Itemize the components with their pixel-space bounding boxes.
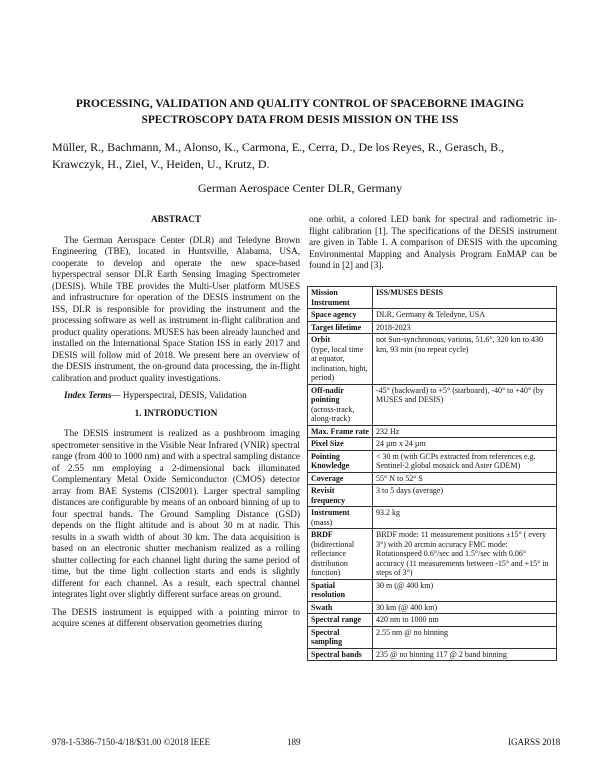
table-row — [308, 334, 557, 385]
table-row-key: Space agency — [308, 309, 373, 322]
table-row-value: DLR, Germany & Teledyne, USA — [373, 309, 557, 322]
table-row — [308, 425, 557, 438]
introduction-heading: 1. INTRODUCTION — [134, 407, 218, 418]
table-row-value: < 30 m (with GCPs extracted from references e.g. Sentinel-2 global mosaick and Aster GDEM) — [373, 450, 557, 472]
table-row-key: Max. Frame rate — [308, 425, 373, 438]
index-terms — [52, 390, 300, 402]
table-header-value: ISS/MUSES DESIS — [373, 287, 557, 309]
table-row-key: Instrument (mass) — [308, 507, 373, 529]
table-row-key: Target lifetime — [308, 321, 373, 334]
specification-table — [307, 286, 557, 661]
table-row-value: 24 µm x 24 µm — [373, 438, 557, 451]
table-row-value: not Sun-synchronous, various, 51.6°, 320 km to 430 km, 93 min (no repeat cycle) — [373, 334, 557, 385]
table-header-row — [308, 287, 557, 309]
table-row-value: 2018-2023 — [373, 321, 557, 334]
table-row-subtext: (mass) — [311, 517, 333, 527]
table-row-key: Spatial resolution — [308, 579, 373, 601]
table-row-value: 30 m (@ 400 km) — [373, 579, 557, 601]
intro-paragraph-3: one orbit, a colored LED bank for spectral and radiometric in-flight calibration [1]. The specifications of the DESIS instrument are given in Table 1. A comparison of DESIS with the upcoming Environmental Mapping and Analysis Program EnMAP can be found in [2] and [3]. — [309, 214, 557, 270]
table-header-key: Mission Instrument — [308, 287, 373, 309]
table-row-key: Spectral range — [308, 614, 373, 627]
table-row — [308, 626, 557, 648]
footer-page-number: 189 — [287, 737, 301, 747]
table-row — [308, 614, 557, 627]
table-row — [308, 438, 557, 451]
table-row-key: Orbit (type, local time at equator, inclination, hight, period) — [308, 334, 373, 385]
table-row-value: 2.55 nm @ no binning — [373, 626, 557, 648]
index-terms-label: Index Terms — [64, 390, 112, 400]
intro-paragraph-1: The DESIS instrument is realized as a pushbroom imaging spectrometer sensitive in the Visible Near Infrared (VNIR) spectral range (from 400 to 1000 nm) and with a spectral sampling distance of 2.55 nm employing a 2-dimensional back illuminated Complementary Metal Oxide Semiconductor (CMOS) detector array from BAE Systems (CIS2001). Larger spectral sampling distances are configurable by means of an onboard binning of up to four spectral bands. The Ground Sampling Distance (GSD) depends on the flight altitude and is about 30 m at nadir. This results in a swath width of about 30 km. The data acquisition is based on an electronic shutter mechanism realized as a rolling shutter collecting for each channel light during the same period of time, but the time light collection starts and ends is slightly different for each channel. As a result, each spectral channel integrates light over slightly different surface areas on ground. — [52, 428, 300, 599]
table-row-key: Spectral sampling — [308, 626, 373, 648]
table-row-key: BRDF (bidirectional reflectance distribution function) — [308, 529, 373, 580]
table-row-key: Spectral bands — [308, 648, 373, 661]
table-row — [308, 601, 557, 614]
intro-paragraph-2: The DESIS instrument is equipped with a pointing mirror to acquire scenes at different observation geometries during — [52, 606, 300, 628]
table-row — [308, 648, 557, 661]
table-row-key: Swath — [308, 601, 373, 614]
table-row-subtext: (across-track, along-track) — [311, 404, 355, 423]
table-row — [308, 579, 557, 601]
affiliation: German Aerospace Center DLR, Germany — [197, 181, 403, 195]
table-row-subtext: (type, local time at equator, inclination, hight, period) — [311, 344, 368, 382]
paper-title: PROCESSING, VALIDATION AND QUALITY CONTROL OF SPACEBORNE IMAGING SPECTROSCOPY DATA FROM DESIS MISSION ON THE ISS — [75, 98, 525, 126]
left-column — [52, 214, 300, 636]
table-row-value: 55° N to 52° S — [373, 472, 557, 485]
table-row-key: Coverage — [308, 472, 373, 485]
author-list: Müller, R., Bachmann, M., Alonso, K., Carmona, E., Cerra, D., De los Reyes, R., Gerasch, B., Krawczyk, H., Ziel, V., Heiden, U., Krutz, D. — [52, 140, 505, 171]
table-row-key: Revisit frequency — [308, 485, 373, 507]
table-row-value: -45° (backward) to +5° (starboard), -40° to +40° (by MUSES and DESIS) — [373, 384, 557, 425]
table-row-value: 420 nm to 1000 nm — [373, 614, 557, 627]
table-row-value: 235 @ no binning 117 @ 2 band binning — [373, 648, 557, 661]
right-column — [309, 214, 557, 278]
abstract-heading: ABSTRACT — [150, 214, 202, 224]
table-row-value: 93.2 kg — [373, 507, 557, 529]
table-row — [308, 472, 557, 485]
table-row-subtext: (bidirectional reflectance distribution function) — [311, 539, 355, 577]
table-row — [308, 450, 557, 472]
footer-conference: IGARSS 2018 — [508, 737, 561, 747]
table-row-key: Off-nadir pointing (across-track, along-track) — [308, 384, 373, 425]
index-terms-text: — Hyperspectral, DESIS, Validation — [111, 390, 247, 400]
table-row — [308, 507, 557, 529]
table-row — [308, 384, 557, 425]
table-row-key: Pixel Size — [308, 438, 373, 451]
table-row — [308, 321, 557, 334]
footer-copyright: 978-1-5386-7150-4/18/$31.00 ©2018 IEEE — [52, 737, 211, 747]
abstract-text: The German Aerospace Center (DLR) and Teledyne Brown Engineering (TBE), located in Huntsville, Alabama, USA, cooperate to develop and operate the new space-based hyperspectral sensor DLR Earth Sensing Imaging Spectrometer (DESIS). While TBE provides the Multi-User platform MUSES and infrastructure for operation of the DESIS instrument on the ISS, DLR is responsible for providing the instrument and the processing software as well as instrument in-flight calibration and product quality operations. MUSES has been already launched and installed on the International Space Station ISS in early 2017 and DESIS will follow mid of 2018. We present here an overview of the DESIS instrument, the on-ground data processing, the in-flight calibration and product quality investigations. — [52, 234, 300, 383]
table-row-value: 232 Hz — [373, 425, 557, 438]
table-row-value: 3 to 5 days (average) — [373, 485, 557, 507]
table-row-value: BRDF mode: 11 measurement positions ±15° ( every 3°) with 20 arcmin accuracy FMC mode: Rotationspeed 0.6°/sec and 1.5°/sec with 0.06° accuracy (11 measurements between -15° and +15° in steps of 3°) — [373, 529, 557, 580]
table-row — [308, 529, 557, 580]
table-row — [308, 485, 557, 507]
table-row-key: Pointing Knowledge — [308, 450, 373, 472]
table-row — [308, 309, 557, 322]
table-row-value: 30 km (@ 400 km) — [373, 601, 557, 614]
